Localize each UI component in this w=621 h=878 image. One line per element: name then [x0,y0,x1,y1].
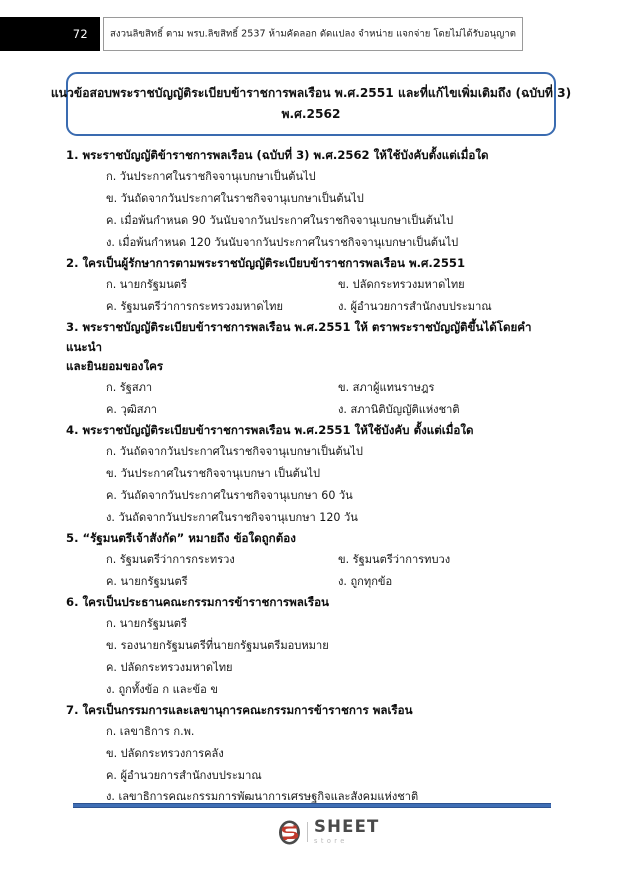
option-row[interactable]: ก. เลขาธิการ ก.พ. [106,724,195,738]
option-row[interactable]: ข. สภาผู้แทนราษฎร [338,381,435,395]
page-header [0,17,621,51]
copyright-notice-box [103,17,523,51]
option-row[interactable]: ง. ถูกทุกข้อ [338,574,393,588]
question-block [66,701,558,809]
question-options [66,721,558,809]
option-row[interactable]: ค. ผู้อำนวยการสำนักงบประมาณ [106,768,262,782]
option-row[interactable]: ก. นายกรัฐมนตรี [106,616,187,630]
option-row[interactable]: ข. รองนายกรัฐมนตรีที่นายกรัฐมนตรีมอบหมาย [106,638,329,652]
option-row[interactable]: ง. วันถัดจากวันประกาศในราชกิจจานุเบกษา 120 วัน [106,511,358,525]
question-options [66,549,558,593]
question-options [66,166,558,254]
option-row[interactable]: ง. เมื่อพ้นกำหนด 120 วันนับจากวันประกาศในราชกิจจานุเบกษาเป็นต้นไป [106,235,459,249]
option-row[interactable]: ค. นายกรัฐมนตรี [106,574,188,588]
option-row[interactable]: ง. ถูกทั้งข้อ ก และข้อ ข [106,682,218,696]
option-row[interactable]: ก. รัฐมนตรีว่าการกระทรวง [106,553,235,566]
logo-secondary-text: store [314,836,348,845]
footer-divider [73,803,551,808]
question-options [66,377,558,421]
document-title-line-2: พ.ศ.2562 [281,107,341,121]
question-options [66,441,558,529]
option-row[interactable]: ก. วันถัดจากวันประกาศในราชกิจจานุเบกษาเป็นต้นไป [106,445,363,459]
page-number: 72 [72,27,88,41]
option-row[interactable]: ข. วันถัดจากวันประกาศในราชกิจจานุเบกษาเป็นต้นไป [106,191,364,205]
option-row[interactable]: ค. วันถัดจากวันประกาศในราชกิจจานุเบกษา 60 วัน [106,489,353,503]
footer-logo [276,816,380,848]
option-row-pair [106,571,558,593]
question-options [66,274,558,318]
question-heading: 4. พระราชบัญญัติระเบียบข้าราชการพลเรือน พ.ศ.2551 ให้ใช้บังคับ ตั้งแต่เมื่อใด [66,423,474,438]
question-block [66,318,558,422]
document-title-line-1: แนวข้อสอบพระราชบัญญัติระเบียบข้าราชการพลเรือน พ.ศ.2551 และที่แก้ไขเพิ่มเติมถึง (ฉบับที่ 3) [50,85,572,100]
option-row-pair [106,296,558,318]
option-row[interactable]: ค. วุฒิสภา [106,403,158,417]
option-row[interactable]: ข. รัฐมนตรีว่าการทบวง [338,553,451,566]
option-row[interactable]: ค. รัฐมนตรีว่าการกระทรวงมหาดไทย [106,299,283,313]
option-row-pair [106,274,558,296]
option-row[interactable]: ค. ปลัดกระทรวงมหาดไทย [106,660,233,674]
option-row[interactable]: ก. รัฐสภา [106,381,153,395]
question-heading: 7. ใครเป็นกรรมการและเลขานุการคณะกรรมการข้าราชการ พลเรือน [66,702,413,717]
question-block [66,593,558,701]
question-block [66,254,558,318]
question-heading: 3. พระราชบัญญัติระเบียบข้าราชการพลเรือน พ.ศ.2551 ให้ ตราพระราชบัญญัติขึ้นได้โดยคำแนะนำ [66,319,532,354]
option-row[interactable]: ก. วันประกาศในราชกิจจานุเบกษาเป็นต้นไป [106,169,316,183]
question-heading-continuation: และยินยอมของใคร [66,359,164,374]
question-options [66,613,558,701]
question-block [66,146,558,254]
option-row[interactable]: ง. ผู้อำนวยการสำนักงบประมาณ [338,299,492,313]
logo-divider [307,822,308,842]
copyright-notice-text: สงวนลิขสิทธิ์ ตาม พรบ.ลิขสิทธิ์ 2537 ห้ามคัดลอก ดัดแปลง จำหน่าย แจกจ่าย โดยไม่ได้รับอนุญาต [110,28,516,40]
option-row[interactable]: ข. ปลัดกระทรวงการคลัง [106,746,224,760]
document-title-box [50,72,572,136]
question-heading: 5. “รัฐมนตรีเจ้าสังกัด” หมายถึง ข้อใดถูกต้อง [66,531,296,546]
questions-container [66,146,558,808]
logo-wordmark [314,819,380,844]
option-row-pair [106,377,558,399]
question-heading: 1. พระราชบัญญัติข้าราชการพลเรือน (ฉบับที่ 3) พ.ศ.2562 ให้ใช้บังคับตั้งแต่เมื่อใด [66,148,489,162]
option-row-pair [106,399,558,421]
option-row-pair [106,549,558,571]
page-number-box [0,17,100,51]
option-row[interactable]: ง. สภานิติบัญญัติแห่งชาติ [338,403,460,417]
logo-primary-text: SHEET [314,817,380,837]
option-row[interactable]: ข. วันประกาศในราชกิจจานุเบกษา เป็นต้นไป [106,467,321,481]
option-row[interactable]: ข. ปลัดกระทรวงมหาดไทย [338,277,465,291]
question-heading: 6. ใครเป็นประธานคณะกรรมการข้าราชการพลเรือน [66,594,329,609]
option-row[interactable]: ก. นายกรัฐมนตรี [106,277,187,291]
option-row[interactable]: ค. เมื่อพ้นกำหนด 90 วันนับจากวันประกาศในราชกิจจานุเบกษาเป็นต้นไป [106,213,454,227]
sheet-store-s-logo-icon [276,819,303,846]
question-heading: 2. ใครเป็นผู้รักษาการตามพระราชบัญญัติระเบียบข้าราชการพลเรือน พ.ศ.2551 [66,255,466,270]
question-block [66,529,558,593]
question-block [66,421,558,529]
option-row[interactable]: ง. เลขาธิการคณะกรรมการพัฒนาการเศรษฐกิจและสังคมแห่งชาติ [106,790,419,804]
